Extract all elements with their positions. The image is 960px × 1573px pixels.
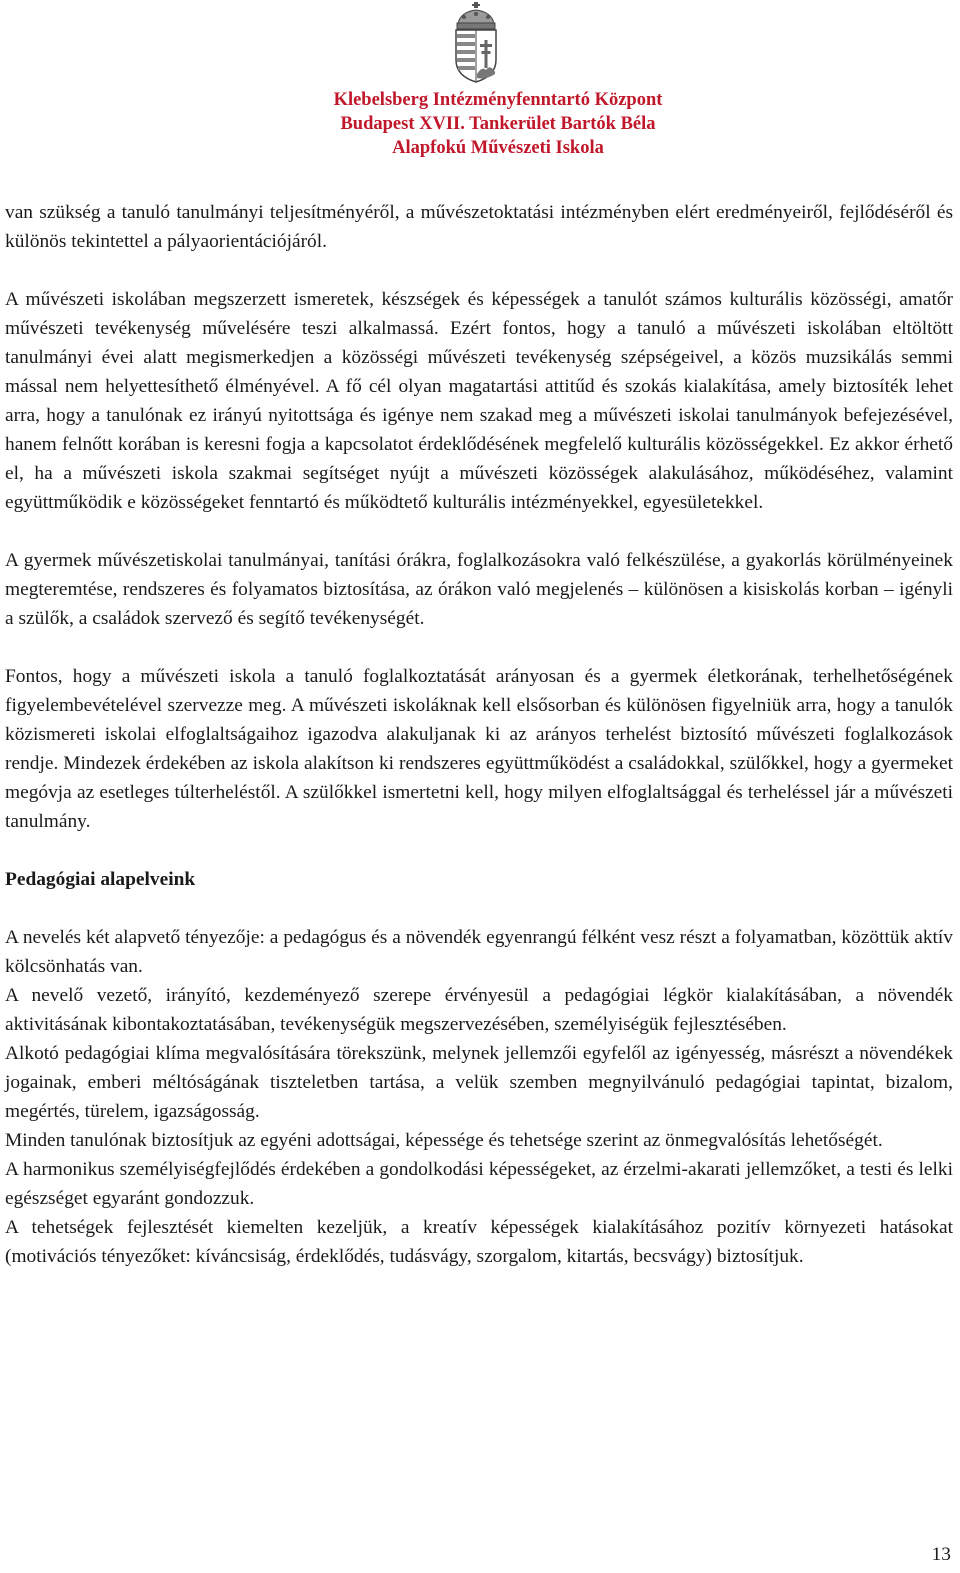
paragraph-7: Alkotó pedagógiai klíma megvalósítására törekszünk, melynek jellemzői egyfelől az igényesség, másrészt a növendékek jogainak, emberi méltóságának tiszteletben tartása, a velük szemben megnyilvánuló pedagógiai tapintat, bizalom, megértés, türelem, igazságosság. <box>5 1043 953 1122</box>
document-header <box>0 0 960 165</box>
paragraph-1: van szükség a tanuló tanulmányi teljesítményéről, a művészetoktatási intézményben elért eredményeiről, fejlődéséről és különös tekintettel a pályaorientációjáról. <box>5 202 953 252</box>
organization-name <box>0 88 960 160</box>
hungarian-coat-of-arms-icon <box>446 2 506 84</box>
paragraph-8: Minden tanulónak biztosítjuk az egyéni adottságai, képessége és tehetsége szerint az önmegvalósítás lehetőségét. <box>5 1130 883 1151</box>
paragraph-9: A harmonikus személyiségfejlődés érdekében a gondolkodási képességeket, az érzelmi-akarati jellemzőket, a testi és lelki egészséget egyaránt gondozzuk. <box>5 1159 953 1209</box>
paragraph-2: A művészeti iskolában megszerzett ismeretek, készségek és képességek a tanulót számos kulturális közösségi, amatőr művészeti tevékenység művelésére teszi alkalmassá. Ezért fontos, hogy a tanuló a művészeti iskolában eltöltött tanulmányi évei alatt megismerkedjen a közösségi művészeti tevékenység szépségeivel, a közös muzsikálás semmi mással nem helyettesíthető élményével. A fő cél olyan magatartási attitűd és szokás kialakítása, amely biztosíték lehet arra, hogy a tanulónak ez irányú nyitottsága és igénye nem szakad meg a művészeti iskolai tanulmányok befejezésével, hanem felnőtt korában is keresni fogja a kapcsolatot érdeklődésének megfelelő kulturális közösségekkel. Ez akkor érhető el, ha a művészeti iskola szakmai segítséget nyújt a művészeti közösségek alakulásához, működéséhez, valamint együttműködik e közösségeket fenntartó és működtető kulturális intézményekkel, egyesületekkel. <box>5 289 953 513</box>
org-line-2: Budapest XVII. Tankerület Bartók Béla <box>340 114 656 134</box>
paragraph-4: Fontos, hogy a művészeti iskola a tanuló foglalkoztatását arányosan és a gyermek életkorának, terhelhetőségének figyelembevételével szervezze meg. A művészeti iskoláknak kell elsősorban és különösen figyelniük arra, hogy a tanulók közismereti iskolai elfoglaltságaihoz igazodva alakuljanak ki az arányos terhelést biztosító művészeti foglalkozások rendje. Mindezek érdekében az iskola alakítson ki rendszeres együttműködést a családokkal, szülőkkel, hogy a gyermeket megóvja az esetleges túlterheléstől. A szülőkkel ismertetni kell, hogy milyen elfoglaltsággal és terheléssel jár a művészeti tanulmány. <box>5 666 953 832</box>
page-number: 13 <box>931 1544 951 1565</box>
paragraph-5: A nevelés két alapvető tényezője: a pedagógus és a növendék egyenrangú félként vesz részt a folyamatban, közöttük aktív kölcsönhatás van. <box>5 927 953 977</box>
document-body <box>5 198 953 1271</box>
section-heading: Pedagógiai alapelveink <box>5 869 196 890</box>
paragraph-6: A nevelő vezető, irányító, kezdeményező szerepe érvényesül a pedagógiai légkör kialakításában, a növendék aktivitásának kibontakoztatásában, tevékenységük megszervezésében, személyiségük fejlesztésében. <box>5 985 953 1035</box>
paragraph-10: A tehetségek fejlesztését kiemelten kezeljük, a kreatív képességek kialakításához pozitív környezeti hatásokat (motivációs tényezőket: kíváncsiság, érdeklődés, tudásvágy, szorgalom, kitartás, becsvágy) biztosítjuk. <box>5 1217 953 1267</box>
org-line-3: Alapfokú Művészeti Iskola <box>392 138 604 158</box>
paragraph-3: A gyermek művészetiskolai tanulmányai, tanítási órákra, foglalkozásokra való felkészülése, a gyakorlás körülményeinek megteremtése, rendszeres és folyamatos biztosítása, az órákon való megjelenés – különösen a kisiskolás korban – igényli a szülők, a családok szervező és segítő tevékenységét. <box>5 550 953 629</box>
org-line-1: Klebelsberg Intézményfenntartó Központ <box>333 90 663 110</box>
